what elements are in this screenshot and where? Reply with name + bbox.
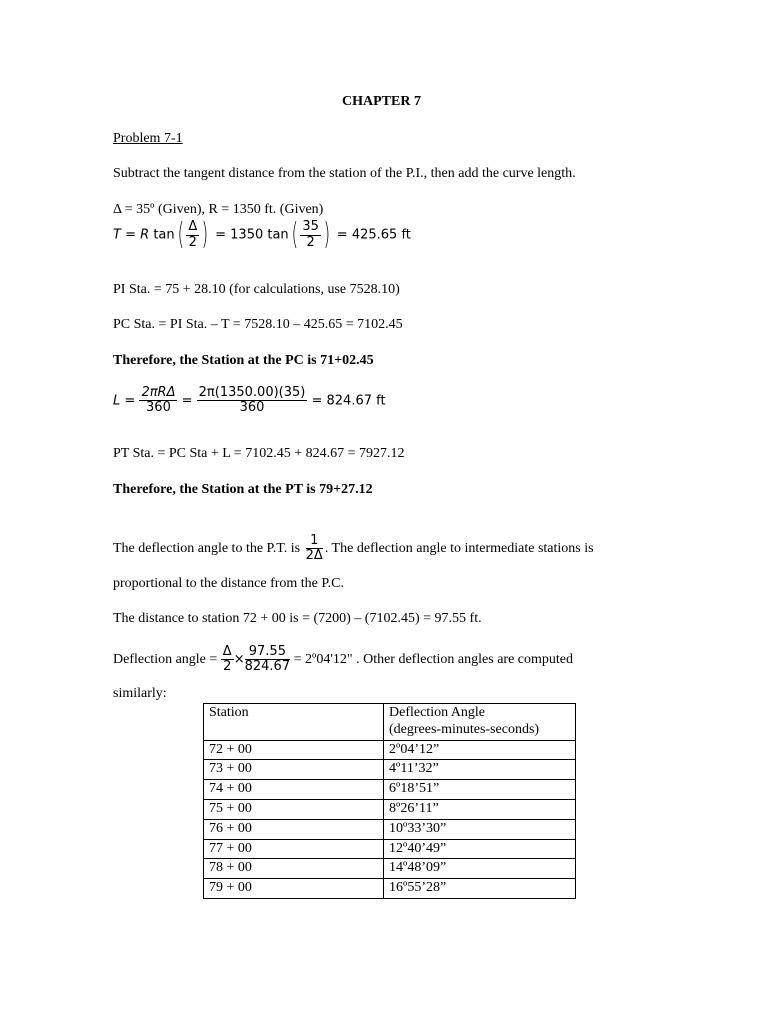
intro-text: Subtract the tangent distance from the station of the P.I., then add the curve length. xyxy=(113,166,576,181)
fraction-delta-over-2 xyxy=(221,645,234,675)
deflection-paragraph-line2: proportional to the distance from the P.C. xyxy=(113,576,344,591)
deflection-paragraph-line1 xyxy=(113,534,594,564)
fraction-35-over-2 xyxy=(300,220,321,250)
table-row xyxy=(204,819,576,839)
pc-conclusion: Therefore, the Station at the PC is 71+02.45 xyxy=(113,353,374,368)
table-cell-angle: 4º11’32” xyxy=(384,760,576,780)
pc-station-text: PC Sta. = PI Sta. – T = 7528.10 – 425.65 = 7102.45 xyxy=(113,317,403,332)
table-header-deflection-line2: (degrees-minutes-seconds) xyxy=(389,721,540,737)
fraction-numerator: 2π(1350.00)(35) xyxy=(198,385,306,400)
deflection-eq-label: Deflection angle = xyxy=(113,652,218,668)
table-cell-angle: 16º55’28” xyxy=(384,879,576,899)
deflection-equation xyxy=(113,645,573,675)
table-header-deflection-line1: Deflection Angle xyxy=(389,705,486,720)
length-equation xyxy=(113,386,386,416)
eq-symbol-r: R xyxy=(140,227,150,243)
eq-result: = 425.65 ft xyxy=(336,227,411,243)
table-row xyxy=(204,799,576,819)
eq-tan: tan xyxy=(153,227,175,243)
eq-equals: = xyxy=(125,227,136,243)
table-cell-station: 74 + 00 xyxy=(204,780,384,800)
table-header-row xyxy=(204,704,576,741)
pt-station-text: PT Sta. = PC Sta + L = 7102.45 + 824.67 = 7927.12 xyxy=(113,446,405,461)
table-row xyxy=(204,859,576,879)
pt-conclusion: Therefore, the Station at the PT is 79+27.12 xyxy=(113,482,373,497)
fraction-denominator: 360 xyxy=(146,400,171,416)
fraction-denominator: 2Δ xyxy=(305,548,323,564)
table-cell-angle: 10º33’30” xyxy=(384,819,576,839)
fraction-numerator: Δ xyxy=(222,644,232,659)
eq-equals: = xyxy=(181,393,193,409)
deflection-text-part1: The deflection angle to the P.T. is xyxy=(113,541,301,557)
table-cell-angle: 14º48’09” xyxy=(384,859,576,879)
eq-result: = 824.67 ft xyxy=(311,393,386,409)
table-cell-station: 75 + 00 xyxy=(204,799,384,819)
fraction-denominator: 360 xyxy=(239,400,265,416)
eq-equals: = xyxy=(124,393,136,409)
fraction-numerator: 1 xyxy=(306,534,323,549)
deflection-eq-result: = 2º04'12" . Other deflection angles are computed xyxy=(293,652,573,668)
fraction-denominator: 2 xyxy=(306,234,315,250)
deflection-table xyxy=(203,703,576,899)
right-paren: ) xyxy=(323,217,331,252)
problem-title: Problem 7-1 xyxy=(113,131,183,146)
table-header-station: Station xyxy=(204,704,384,741)
table-row xyxy=(204,879,576,899)
table-cell-station: 76 + 00 xyxy=(204,819,384,839)
eq-middle: = 1350 tan xyxy=(215,227,289,243)
fraction-denominator: 824.67 xyxy=(244,659,291,675)
times-sign: × xyxy=(233,652,245,668)
fraction-numerator: 2πRΔ xyxy=(141,385,176,400)
given-text: Δ = 35º (Given), R = 1350 ft. (Given) xyxy=(113,202,324,217)
fraction-numerator: 97.55 xyxy=(245,645,291,660)
distance-text: The distance to station 72 + 00 is = (7200) – (7102.45) = 97.55 ft. xyxy=(113,611,482,626)
table-cell-angle: 12º40’49” xyxy=(384,839,576,859)
deflection-similarly: similarly: xyxy=(113,686,167,701)
eq-symbol-l: L xyxy=(113,393,121,409)
right-paren: ) xyxy=(201,217,209,252)
table-cell-angle: 6º18’51” xyxy=(384,780,576,800)
pi-station-text: PI Sta. = 75 + 28.10 (for calculations, use 7528.10) xyxy=(113,282,400,297)
fraction-2pirdelta-over-360 xyxy=(139,386,177,416)
tangent-equation xyxy=(113,217,411,252)
table-header-deflection xyxy=(384,704,576,741)
fraction-delta-over-2 xyxy=(186,220,199,250)
fraction-numerator: 35 xyxy=(302,219,319,235)
table-cell-angle: 2º04’12” xyxy=(384,740,576,760)
table-row xyxy=(204,780,576,800)
fraction-distance-over-length xyxy=(245,645,291,675)
left-paren: ( xyxy=(177,217,184,252)
table-cell-station: 72 + 00 xyxy=(204,740,384,760)
table-row xyxy=(204,760,576,780)
table-row xyxy=(204,839,576,859)
table-cell-angle: 8º26’11” xyxy=(384,799,576,819)
eq-symbol-t: T xyxy=(113,227,121,243)
table-cell-station: 78 + 00 xyxy=(204,859,384,879)
table-cell-station: 79 + 00 xyxy=(204,879,384,899)
table-cell-station: 77 + 00 xyxy=(204,839,384,859)
table-cell-station: 73 + 00 xyxy=(204,760,384,780)
fraction-numerator: Δ xyxy=(188,219,198,235)
fraction-1-over-2delta xyxy=(306,534,323,564)
chapter-title: CHAPTER 7 xyxy=(342,94,421,109)
deflection-text-part2: . The deflection angle to intermediate stations is xyxy=(324,541,594,557)
fraction-numeric-over-360 xyxy=(197,386,308,416)
fraction-denominator: 2 xyxy=(188,234,197,250)
left-paren: ( xyxy=(291,217,298,252)
fraction-denominator: 2 xyxy=(223,659,232,675)
table-row xyxy=(204,740,576,760)
